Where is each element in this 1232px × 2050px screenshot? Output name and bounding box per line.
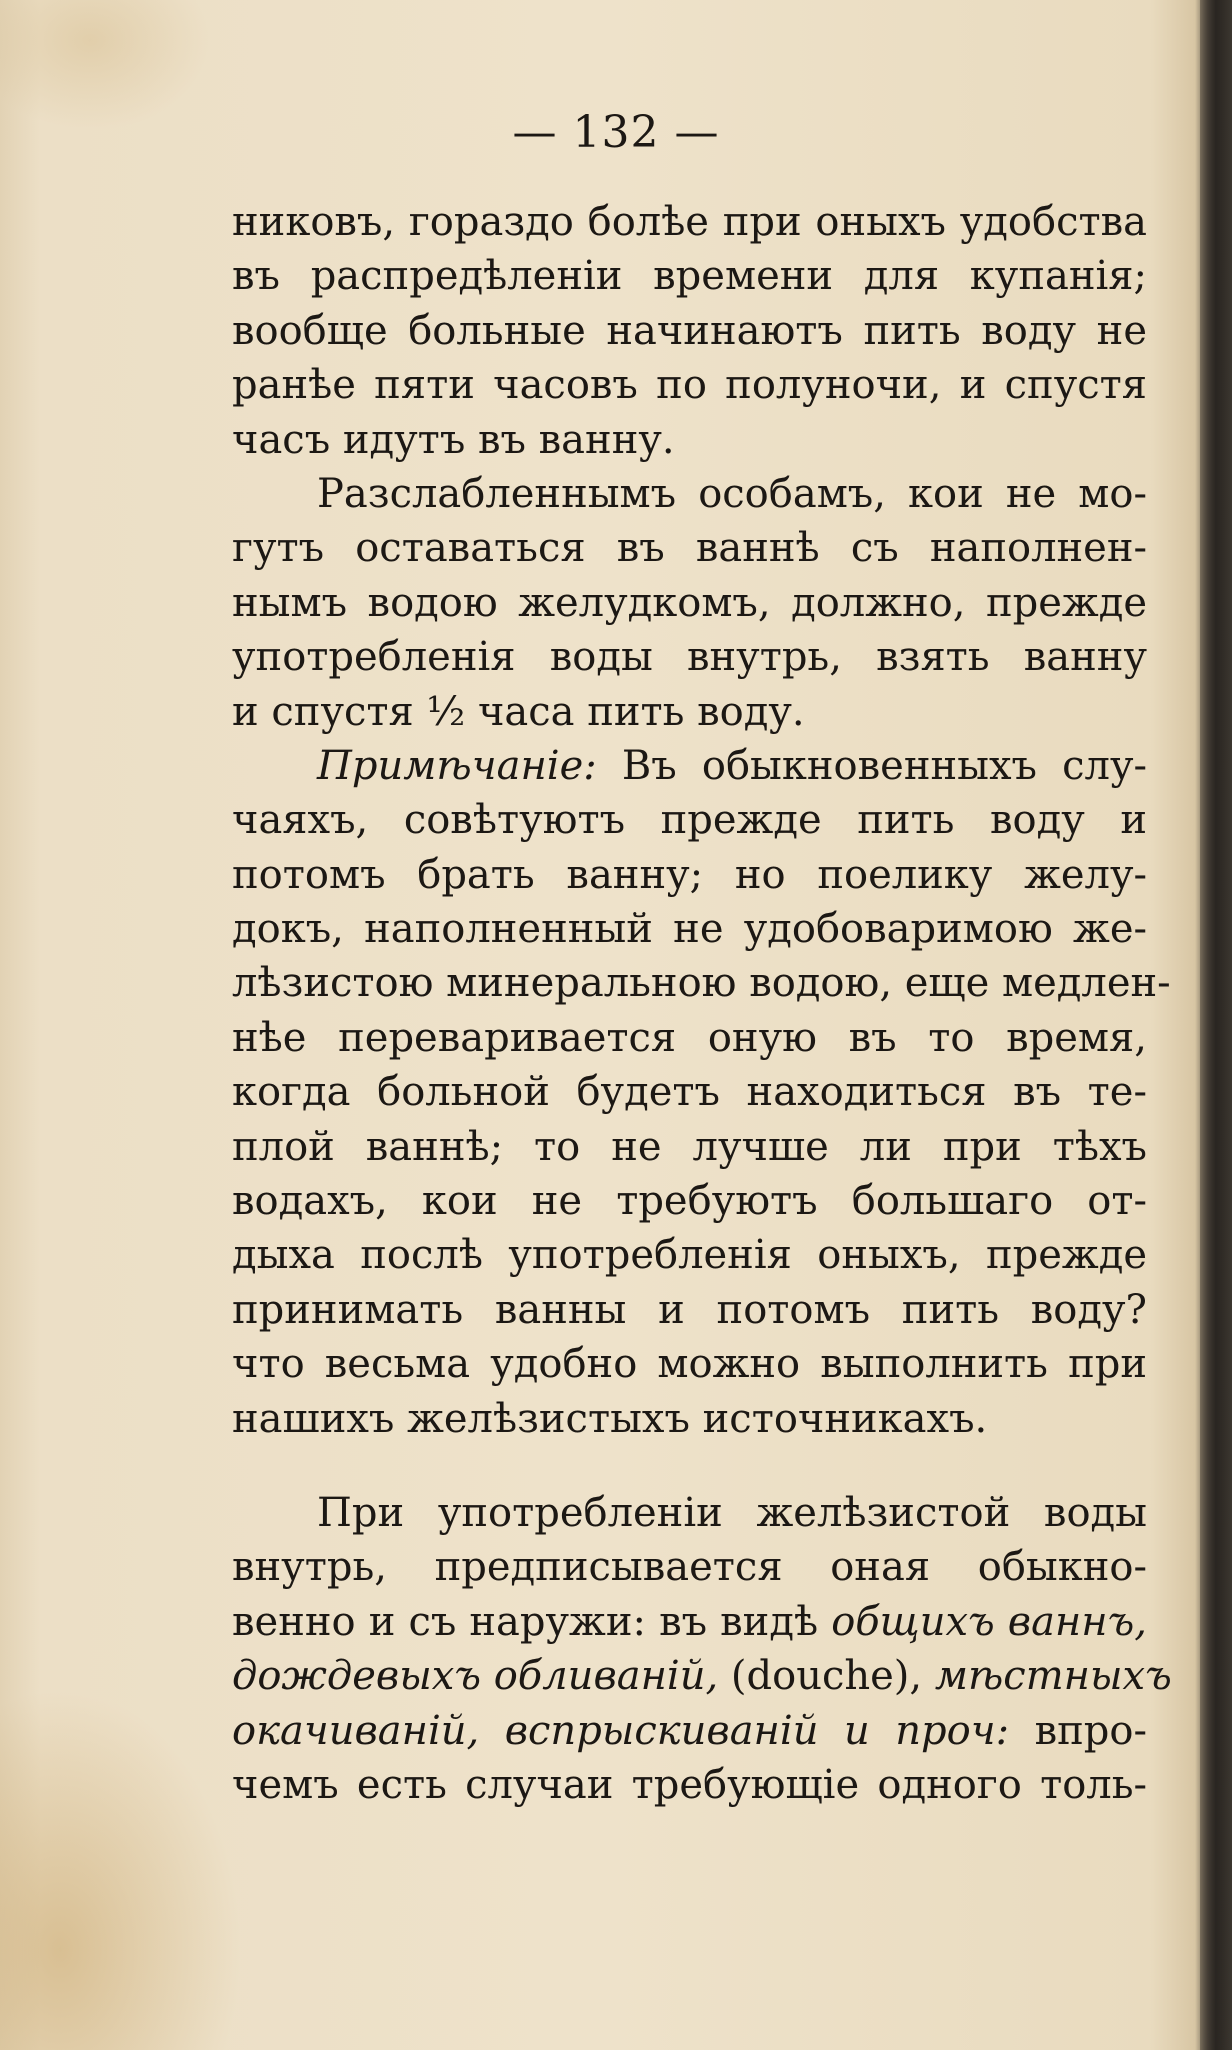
text-line: ранѣе пяти часовъ по полуночи, и спустя	[232, 362, 1147, 409]
text-line: принимать ванны и потомъ пить воду?	[232, 1286, 1147, 1333]
text-line: плой ваннѣ; то не лучше ли при тѣхъ	[232, 1123, 1147, 1170]
text-line: чемъ есть случаи требующіе одного толь-	[232, 1761, 1147, 1808]
book-spine-shadow	[1200, 0, 1232, 2050]
text-line: чаяхъ, совѣтуютъ прежде пить воду и	[232, 797, 1147, 844]
text-line: При употребленіи желѣзистой воды	[317, 1489, 1147, 1536]
text-line: Примѣчаніе: Въ обыкновенныхъ слу-	[317, 742, 1147, 789]
text-line: употребленія воды внутрь, взять ванну	[232, 634, 1147, 681]
text-line: дыха послѣ употребленія оныхъ, прежде	[232, 1232, 1147, 1279]
page-text	[232, 195, 1172, 1812]
text-line: лѣзистою минеральною водою, еще медлен-	[232, 960, 1171, 1007]
text-line: нашихъ желѣзистыхъ источникахъ.	[232, 1395, 988, 1442]
text-line: Разслабленнымъ особамъ, кои не мо-	[317, 470, 1147, 517]
italic-term: мѣстныхъ	[934, 1653, 1172, 1700]
italic-term: окачиваній,	[232, 1707, 480, 1754]
text-line: гутъ оставаться въ ваннѣ съ наполнен-	[232, 525, 1147, 572]
italic-term: общихъ ваннъ,	[831, 1598, 1148, 1645]
paragraph-gap	[232, 1446, 1147, 1486]
text-line: никовъ, гораздо болѣе при оныхъ удобства	[232, 199, 1147, 245]
text-line: нѣе переваривается оную въ то время,	[232, 1014, 1147, 1061]
text-line: нымъ водою желудкомъ, должно, прежде	[232, 579, 1147, 626]
text-line: что весьма удобно можно выполнить при	[232, 1341, 1147, 1388]
text-line: вообще больные начинаютъ пить воду не	[232, 307, 1147, 354]
page-number: — 132 —	[512, 107, 720, 158]
text-line: внутрь, предписывается оная обыкно-	[232, 1544, 1147, 1591]
text-line: въ распредѣленіи времени для купанія;	[232, 253, 1147, 300]
text-line: потомъ брать ванну; но поелику желу-	[232, 851, 1147, 898]
text-line: и спустя ½ часа пить воду.	[232, 688, 805, 735]
italic-term: вспрыскиваній и проч:	[504, 1707, 1010, 1754]
note-label: Примѣчаніе:	[317, 742, 597, 789]
text-line: водахъ, кои не требуютъ большаго от-	[232, 1178, 1147, 1225]
text-line: венно и съ наружи: въ видѣ общихъ ваннъ,	[232, 1598, 1148, 1645]
text-line: докъ, наполненный не удобоваримою же-	[232, 906, 1147, 953]
italic-term: дождевыхъ обливаній,	[232, 1653, 719, 1700]
text-line: дождевыхъ обливаній, (douche), мѣстныхъ	[232, 1653, 1172, 1700]
text-line: часъ идутъ въ ванну.	[232, 416, 675, 463]
text-line: когда больной будетъ находиться въ те-	[232, 1069, 1147, 1116]
text-line: окачиваній, вспрыскиваній и проч: впро-	[232, 1707, 1147, 1754]
